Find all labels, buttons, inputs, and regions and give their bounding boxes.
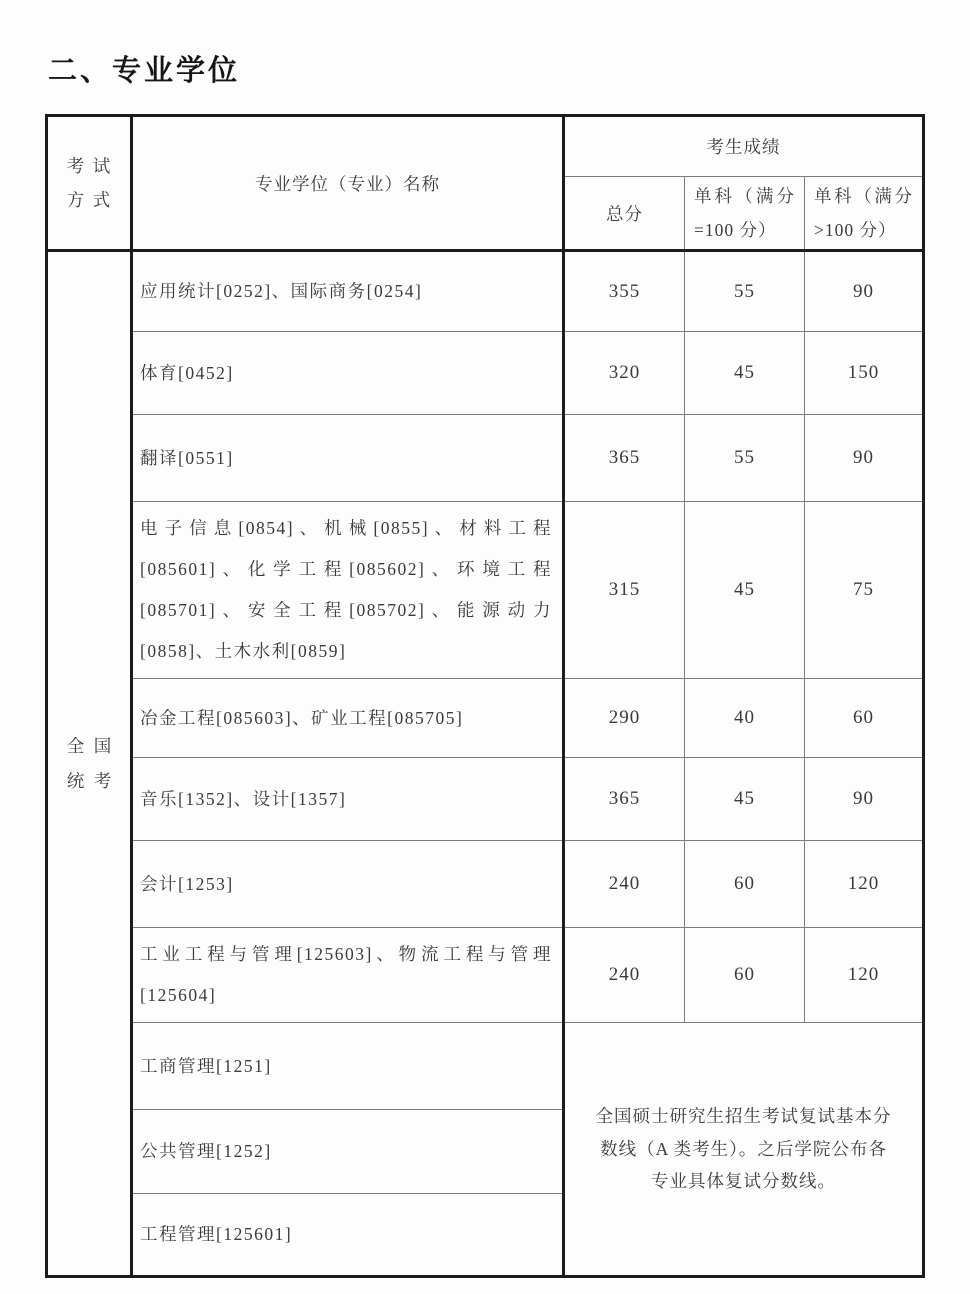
header-exam-method <box>47 116 132 251</box>
single-100-cell: 55 <box>685 251 805 332</box>
total-score-cell: 240 <box>564 928 685 1023</box>
single-gt100-cell: 90 <box>805 415 924 502</box>
total-score-cell: 320 <box>564 332 685 415</box>
table-row <box>47 415 924 502</box>
header-exam-method-label: 考试方式 <box>66 155 112 210</box>
program-name-cell: 工业工程与管理[125603]、物流工程与管理[125604] <box>132 928 564 1023</box>
program-name-cell: 音乐[1352]、设计[1357] <box>132 758 564 841</box>
header-single-subject-100: 单科（满分=100 分） <box>685 177 805 251</box>
header-single-subject-gt100: 单科（满分>100 分） <box>805 177 924 251</box>
table-row <box>47 251 924 332</box>
total-score-cell: 315 <box>564 502 685 679</box>
header-program-name: 专业学位（专业）名称 <box>132 116 564 251</box>
program-name-cell: 翻译[0551] <box>132 415 564 502</box>
table-row <box>47 928 924 1023</box>
header-score-group: 考生成绩 <box>564 116 924 177</box>
total-score-cell: 365 <box>564 415 685 502</box>
total-score-cell: 290 <box>564 679 685 758</box>
table-row <box>47 679 924 758</box>
single-gt100-cell: 120 <box>805 928 924 1023</box>
page-title: 二、专业学位 <box>48 55 241 87</box>
program-name-cell: 冶金工程[085603]、矿业工程[085705] <box>132 679 564 758</box>
table-row <box>47 1023 924 1110</box>
exam-method-cell <box>47 251 132 1277</box>
single-gt100-cell: 60 <box>805 679 924 758</box>
note-cell: 全国硕士研究生招生考试复试基本分数线（A 类考生）。之后学院公布各专业具体复试分数线。 <box>564 1023 924 1277</box>
header-total-score: 总分 <box>564 177 685 251</box>
program-name-cell: 电子信息[0854]、机械[0855]、材料工程[085601]、化学工程[085602]、环境工程[085701]、安全工程[085702]、能源动力[0858]、土木水利[0859] <box>132 502 564 679</box>
single-100-cell: 60 <box>685 841 805 928</box>
table-row <box>47 332 924 415</box>
program-name-cell: 应用统计[0252]、国际商务[0254] <box>132 251 564 332</box>
single-100-cell: 55 <box>685 415 805 502</box>
single-gt100-cell: 90 <box>805 758 924 841</box>
single-100-cell: 40 <box>685 679 805 758</box>
total-score-cell: 365 <box>564 758 685 841</box>
program-name-cell: 公共管理[1252] <box>132 1110 564 1194</box>
single-gt100-cell: 75 <box>805 502 924 679</box>
single-gt100-cell: 120 <box>805 841 924 928</box>
program-name-cell: 体育[0452] <box>132 332 564 415</box>
single-100-cell: 45 <box>685 502 805 679</box>
single-100-cell: 45 <box>685 332 805 415</box>
total-score-cell: 355 <box>564 251 685 332</box>
total-score-cell: 240 <box>564 841 685 928</box>
single-100-cell: 60 <box>685 928 805 1023</box>
program-name-cell: 工商管理[1251] <box>132 1023 564 1110</box>
single-gt100-cell: 150 <box>805 332 924 415</box>
single-100-cell: 45 <box>685 758 805 841</box>
single-gt100-cell: 90 <box>805 251 924 332</box>
exam-method-value: 全国统考 <box>66 736 112 791</box>
score-table <box>45 114 925 1278</box>
table-row <box>47 841 924 928</box>
program-name-cell: 会计[1253] <box>132 841 564 928</box>
table-row <box>47 758 924 841</box>
program-name-cell: 工程管理[125601] <box>132 1194 564 1277</box>
table-row <box>47 502 924 679</box>
